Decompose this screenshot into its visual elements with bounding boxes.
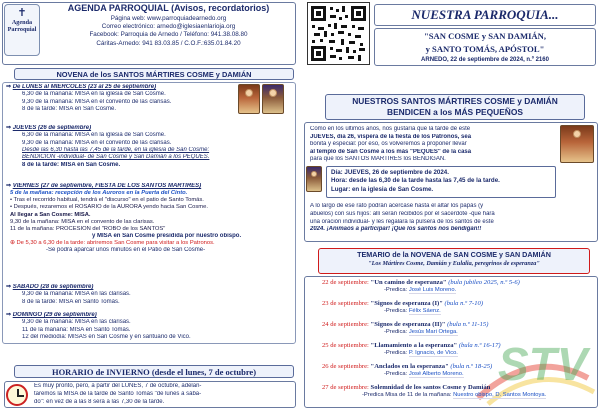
saint-small-image	[306, 166, 322, 192]
schedule-line: 9,30 de la mañana: MISA en las clarisas.	[22, 291, 131, 298]
event-day: Día: JUEVES, 26 de septiembre de 2024.	[331, 169, 449, 176]
block-lunes-miercoles	[6, 84, 266, 113]
tema-date: 27 de septiembre:	[322, 384, 369, 391]
saints-image	[560, 125, 594, 163]
temario-item	[322, 279, 592, 294]
outro-line: una oración individual- y les regalará la pulsera de los santos de este	[310, 218, 494, 225]
temario-item	[322, 384, 592, 399]
tema-topic: "Llamamiento a la esperanza"	[370, 342, 458, 349]
outro-line: abuelos) con sus hijos: allí serán recibidos por el sacerdote -que hará	[310, 210, 495, 217]
preacher-name: José Luis Moreno.	[408, 287, 457, 294]
preacher-name: Félix Sáenz.	[408, 308, 441, 315]
facebook-phone-line: Facebook: Parroquia de Arnedo / Teléfono: 941.38.08.80	[89, 31, 248, 39]
bendicion-note: BENDICIÓN -individual- de San Cosme y San Damián a los PEQUES.	[22, 154, 210, 161]
agenda-contact-info	[46, 15, 291, 48]
intro-line: al templo de San Cosme a los más "PEQUES" de la casa	[310, 148, 472, 155]
tema-date: 26 de septiembre:	[322, 363, 369, 370]
website-line[interactable]: Página web: www.parroquiadearnedo.org	[110, 15, 227, 22]
temario-heading: TEMARIO de la NOVENA de SAN COSME y SAN DAMIÁN	[357, 250, 551, 259]
temario-title	[318, 248, 590, 274]
tema-date: 23 de septiembre:	[322, 300, 369, 307]
event-place: Lugar: en la iglesia de San Cosme.	[331, 185, 434, 193]
tema-ref: (bula n.º 18-25)	[450, 363, 493, 370]
qr-code[interactable]	[307, 2, 370, 65]
tema-date: 24 de septiembre:	[322, 321, 369, 328]
schedule-line: 9,30 de la mañana: MISA en el convento de las clarisas.	[22, 98, 172, 105]
temario-item	[322, 321, 592, 336]
intro-line: Como en los últimos años, nos gustaría que la tarde de este	[310, 126, 471, 132]
agenda-title: AGENDA PARROQUIAL (Avisos, recordatorios)	[67, 3, 270, 13]
tema-ref: (bula n.º 7-10)	[444, 300, 484, 307]
tema-topic: "Signos de esperanza (II)"	[370, 321, 446, 328]
schedule-line: • Tras el recorrido habitual, tendrá el "discurso" en el patio de Santo Tomás.	[10, 197, 204, 204]
tema-ref: (bula n.º 16-17)	[458, 342, 501, 349]
outro-line: A lo largo de ese rato podrán acercase hasta el altar los papás (y	[310, 203, 484, 209]
logo-line-2: Parroquial	[7, 26, 37, 34]
block-heading: SÁBADO (28 de septiembre)	[12, 284, 94, 290]
horario-line: do": en vez de a las 8 será a las 7,30 de la tarde.	[34, 398, 165, 405]
preacher-name: P. Ignacio, de Vico.	[408, 350, 458, 357]
tema-date: 22 de septiembre:	[322, 279, 369, 286]
santos-title-line-2: BENDICEN a los MÁS PEQUEÑOS	[387, 106, 523, 117]
temario-item	[322, 342, 592, 357]
auroros-line: 5 de la mañana: recepción de los Auroros en la Puerta del Cinto.	[10, 190, 188, 197]
schedule-line: Al llegar a San Cosme: MISA.	[10, 211, 91, 218]
schedule-line: 6,30 de la mañana: MISA en la iglesia de San Cosme.	[22, 132, 166, 139]
block-heading: DOMINGO (29 de septiembre)	[12, 312, 97, 318]
horario-line: Es muy pronto, pero, a partir del LUNES, 7 de octubre, adelan-	[34, 383, 202, 389]
issue-date: ARNEDO, 22 de septiembre de 2024, n.º 2160	[421, 56, 549, 63]
preacher-name: José Alberto Moreno.	[408, 371, 464, 378]
tema-ref: (bula jubileo 2025, n.º 5-6)	[448, 279, 520, 286]
tema-topic: "Anclados en la esperanza"	[370, 363, 449, 370]
bendicion-note: Desde las 6,30 hasta las 7,45 de la tarde, en la iglesia de San Cosme:	[22, 146, 210, 153]
tema-topic: "Un camino de esperanza"	[370, 279, 447, 286]
saint-damian-image	[262, 84, 284, 114]
arrow-icon: ⇒	[6, 284, 13, 290]
preacher-label: -Predica:	[384, 308, 408, 315]
parish-subtitle	[374, 28, 596, 66]
preacher-label: -Predica:	[384, 371, 408, 378]
schedule-line: 9,30 de la mañana: MISA en las clarisas.	[22, 319, 131, 326]
agenda-logo	[4, 4, 40, 56]
clock-icon	[6, 384, 28, 406]
outro-line: 2024. ¡Animaos a participar! ¡Que los santos nos bendigan!!	[310, 226, 482, 233]
cross-icon: ✝	[17, 7, 27, 19]
intro-line: bonita y especial: por eso, os volveremos a proponer llevar	[310, 141, 467, 147]
stv-text: STV	[498, 338, 588, 390]
preacher-label: -Predica:	[384, 329, 408, 336]
block-heading: JUEVES (26 de septiembre)	[12, 125, 92, 131]
arrow-icon: ⇒	[6, 84, 13, 90]
email-line[interactable]: Correo electrónico: arnedo@iglesiaenlarioja.org	[101, 23, 236, 31]
temario-subtitle: "Los Mártires Cosme, Damián y Eulalia, peregrinos de esperanza"	[368, 259, 540, 267]
parking-note: -Se podrá aparcar unos minutos en el Patio de San Cosme-	[46, 247, 206, 254]
tema-topic: "Signos de esperanza (I)"	[370, 300, 443, 307]
novena-title: NOVENA de los SANTOS MÁRTIRES COSME y DAMIÁN	[14, 68, 294, 80]
schedule-line: 8 de la tarde: MISA en San Cosme.	[22, 105, 117, 112]
parish-name-line-2: y SANTO TOMÁS, APÓSTOL"	[425, 43, 545, 54]
arrow-icon: ⇒	[6, 312, 13, 318]
santos-intro	[310, 126, 555, 164]
preacher-name: Jesús Mari Ortega.	[408, 329, 458, 336]
newsletter-title: NUESTRA PARROQUIA...	[374, 4, 596, 26]
block-domingo	[6, 312, 294, 341]
visit-note: ⊕ De 5,30 a 6,30 de la tarde: abriremos San Cosme para visitar a los Patronos.	[10, 240, 215, 246]
schedule-line: 9,30 de la mañana: MISA en el convento de las clarisas.	[10, 218, 155, 225]
arrow-icon: ⇒	[6, 125, 13, 131]
santos-title-line-1: NUESTROS SANTOS MÁRTIRES COSME y DAMIÁN	[352, 96, 558, 106]
schedule-line: 12 del mediodía: MISAS en San Cosme y en santuario de Vico.	[22, 333, 191, 340]
horario-title: HORARIO de INVIERNO (desde el lunes, 7 de octubre)	[14, 365, 294, 378]
tema-topic: Solemnidad de los santos Cosme y Damián	[370, 384, 491, 391]
logo-line-1: Agenda	[11, 19, 33, 27]
horario-line: taremos la MISA de la tarde de Santo Tomás "de lunes a sába-	[34, 390, 202, 397]
schedule-line: 8 de la tarde: MISA en San Cosme.	[22, 161, 121, 168]
tema-date: 25 de septiembre:	[322, 342, 369, 349]
schedule-line: 11 de la mañana: PROCESIÓN del "ROBO de los SANTOS"	[10, 225, 166, 232]
event-time: Hora: desde las 6,30 de la tarde hasta las 7,45 de la tarde.	[331, 177, 500, 185]
schedule-line: 8 de la tarde: MISA en Santo Tomás.	[22, 298, 120, 305]
preacher-label: -Predica:	[384, 287, 408, 294]
santos-title	[325, 94, 585, 120]
intro-line: JUEVES, día 26, víspera de la fiesta de los Patronos, sea	[310, 133, 472, 140]
intro-line: para que los SANTOS MÁRTIRES los BENDIGAN.	[310, 156, 446, 162]
schedule-line: y MISA en San Cosme presidida por nuestro obispo.	[92, 232, 242, 239]
horario-text	[34, 383, 292, 406]
schedule-line: 9,30 de la mañana: MISA en el convento de las clarisas.	[22, 139, 172, 146]
temario-item	[322, 300, 592, 315]
arrow-icon: ⇒	[6, 183, 13, 189]
event-details	[326, 166, 556, 198]
block-sabado	[6, 284, 294, 306]
block-heading: VIERNES (27 de septiembre, FIESTA DE LOS SANTOS MÁRTIRES)	[12, 183, 202, 189]
block-viernes	[6, 183, 294, 254]
block-heading: De LUNES al MIÉRCOLES (23 al 25 de septiembre)	[12, 84, 157, 90]
preacher-label: -Predica:	[384, 350, 408, 357]
caritas-line: Cáritas-Arnedo: 941 83.03.85 / C.O.F.:635.01.84.20	[96, 39, 241, 47]
preacher-label: -Predica Misa de 11 de la mañana:	[362, 392, 452, 399]
schedule-line: • Después, rezaremos el ROSARIO de la AURORA yendo hacia San Cosme.	[10, 204, 208, 211]
preacher-name: Nuestro obispo, D. Santos Montoya.	[453, 392, 547, 399]
parish-name-line-1: "SAN COSME y SAN DAMIÁN,	[424, 31, 546, 41]
tema-ref: (bula n.º 11-15)	[447, 321, 489, 328]
temario-item	[322, 363, 592, 378]
schedule-line: 6,30 de la mañana: MISA en la iglesia de San Cosme.	[22, 91, 166, 98]
block-jueves	[6, 125, 294, 169]
saint-cosme-image	[238, 84, 260, 114]
santos-outro	[310, 203, 592, 234]
schedule-line: 11 de la mañana: MISA en Santo Tomás.	[22, 326, 131, 333]
